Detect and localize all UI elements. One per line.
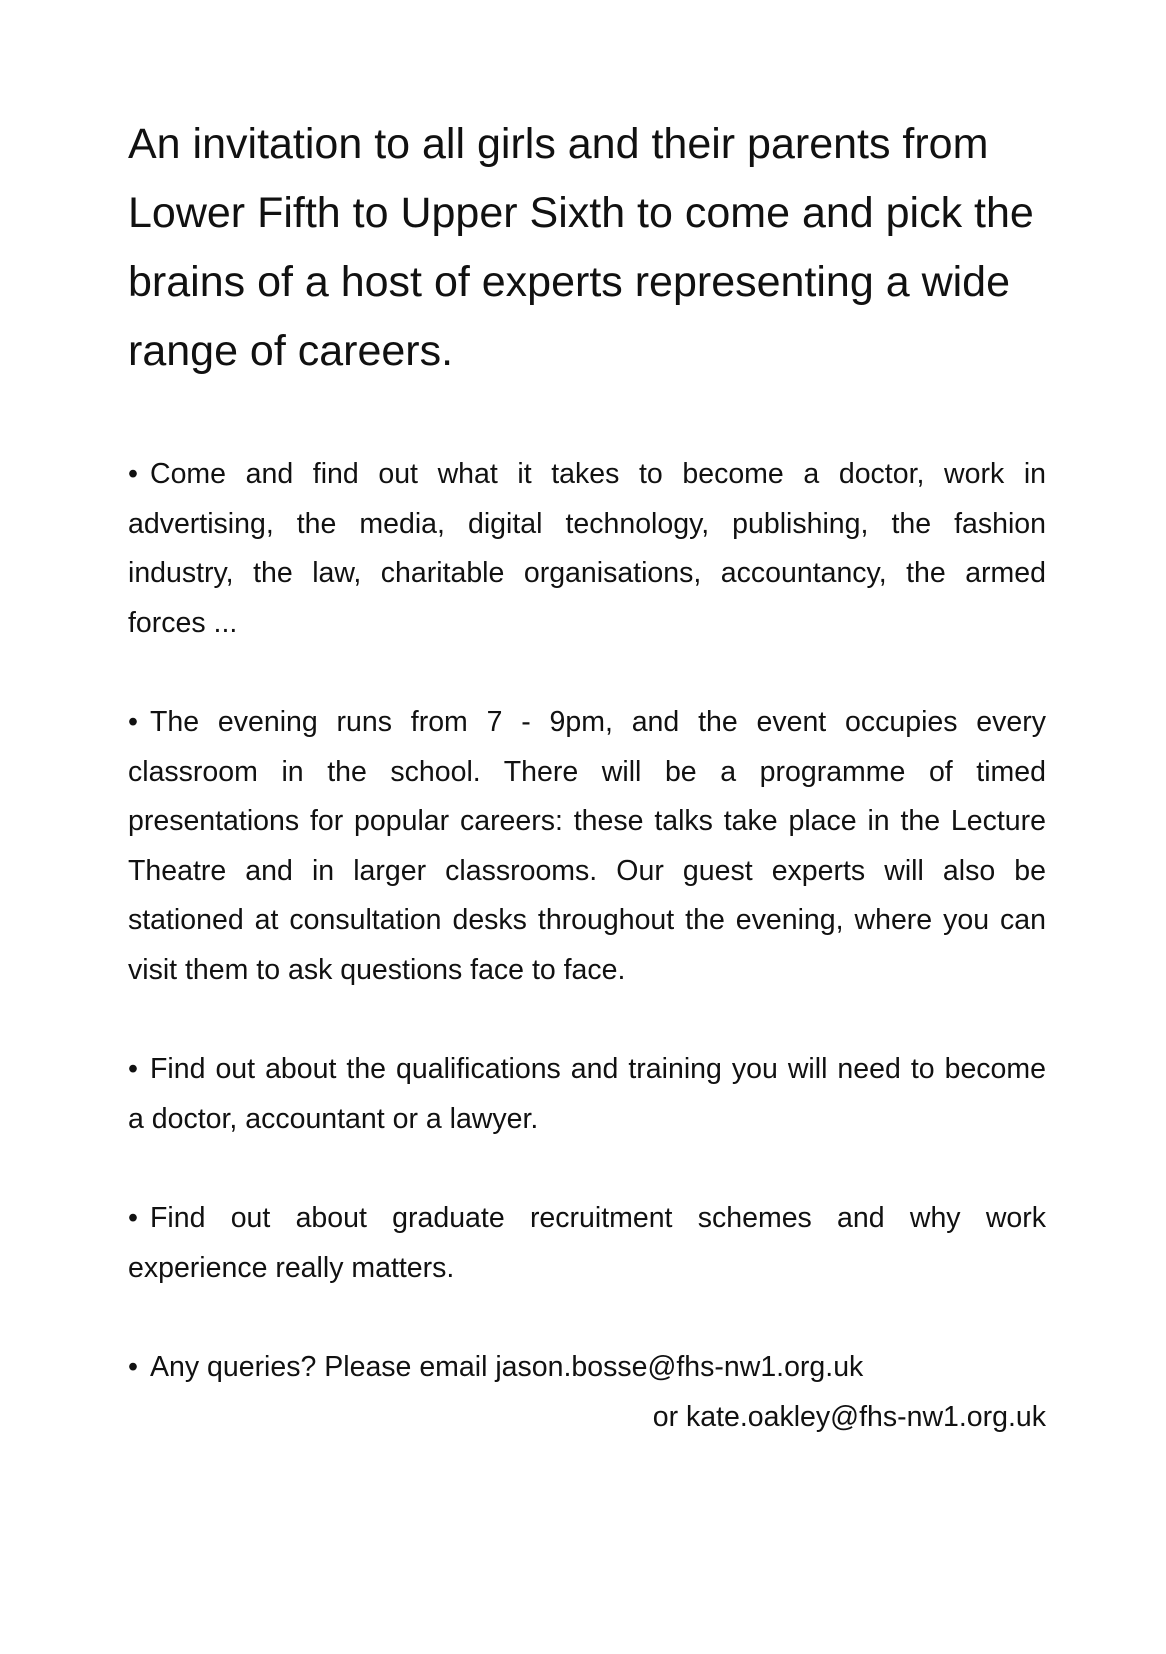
bullet-list bbox=[128, 450, 1046, 1442]
intro-heading: An invitation to all girls and their parents from Lower Fifth to Upper Sixth to come and pick the brains of a host of experts representing a wide range of careers. bbox=[128, 120, 1034, 375]
queries-text: Any queries? Please email jason.bosse@fhs-nw1.org.uk bbox=[149, 1351, 864, 1383]
bullet-icon: • bbox=[128, 1053, 138, 1085]
bullet-text: Come and find out what it takes to become a doctor, work in advertising, the media, digital technology, publishing, the fashion industry, the law, charitable organisations, accountancy, the armed forces ... bbox=[128, 458, 1046, 639]
email-second-line: or kate.oakley@fhs-nw1.org.uk bbox=[652, 1400, 1046, 1433]
bullet-text: Find out about the qualifications and training you will need to become a doctor, accountant or a lawyer. bbox=[128, 1053, 1046, 1135]
bullet-qualifications bbox=[128, 1045, 1046, 1144]
bullet-icon: • bbox=[128, 1351, 138, 1383]
bullet-icon: • bbox=[128, 706, 138, 738]
bullet-icon: • bbox=[128, 1202, 138, 1234]
bullet-graduate bbox=[128, 1194, 1046, 1293]
bullet-icon: • bbox=[128, 458, 138, 490]
bullet-careers bbox=[128, 450, 1046, 648]
document-page bbox=[128, 110, 1046, 1492]
bullet-queries bbox=[128, 1343, 1046, 1442]
bullet-text: Find out about graduate recruitment schemes and why work experience really matters. bbox=[128, 1202, 1046, 1284]
bullet-text: The evening runs from 7 - 9pm, and the event occupies every classroom in the school. There will be a programme of timed presentations for popular careers: these talks take place in the Lecture Theatre and in larger classrooms. Our guest experts will also be stationed at consultation desks throughout the evening, where you can visit them to ask questions face to face. bbox=[128, 706, 1046, 986]
bullet-evening bbox=[128, 698, 1046, 995]
